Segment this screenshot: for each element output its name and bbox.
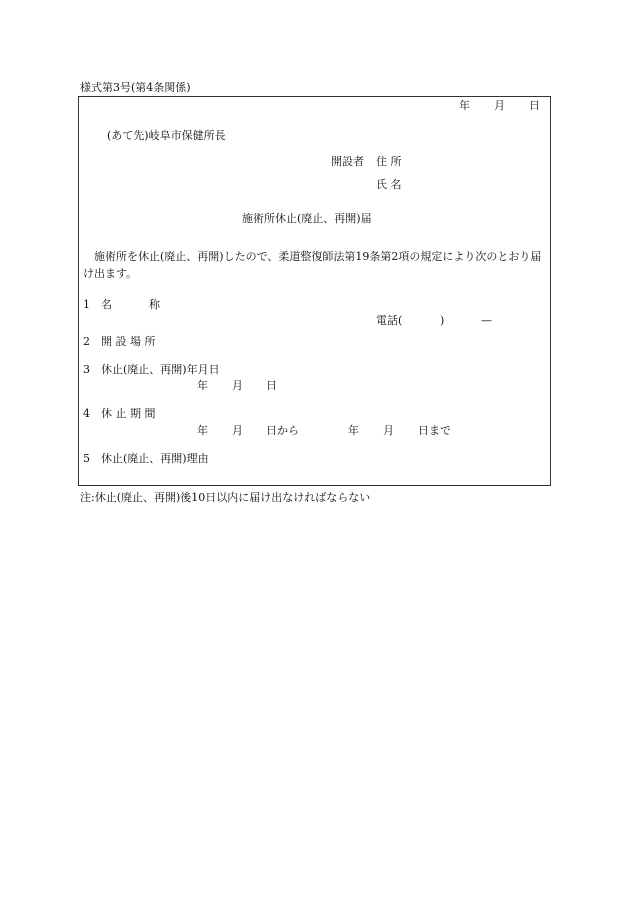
footnote: 注:休止(廃止、再開)後10日以内に届け出なければならない (80, 491, 371, 504)
item-1-label-a: 名 (101, 298, 112, 311)
item-3-day: 日 (266, 379, 277, 392)
item-4-year-from: 年 (197, 424, 208, 437)
item-3-month: 月 (232, 379, 243, 392)
item-4-month-from: 月 (232, 424, 243, 437)
item-2-label: 開 設 場 所 (101, 335, 156, 348)
item-3-label: 休止(廃止、再開)年月日 (101, 363, 220, 376)
item-5-number: 5 (83, 452, 90, 465)
date-day: 日 (529, 99, 540, 112)
form-label: 様式第3号(第4条関係) (80, 81, 191, 94)
item-3-year: 年 (197, 379, 208, 392)
founder-label: 開設者 (331, 155, 364, 168)
item-4-month-to: 月 (383, 424, 394, 437)
date-month: 月 (494, 99, 505, 112)
founder-address-label: 住 所 (376, 155, 402, 168)
item-4-day-from: 日から (266, 424, 299, 437)
date-year: 年 (459, 99, 470, 112)
item-4-label: 休 止 期 間 (101, 407, 156, 420)
phone-label: 電話( (376, 314, 403, 327)
item-4-day-to: 日まで (418, 424, 451, 437)
item-1-number: 1 (83, 298, 90, 311)
item-4-number: 4 (83, 407, 90, 420)
item-2-number: 2 (83, 335, 90, 348)
item-3-number: 3 (83, 363, 90, 376)
phone-dash: — (481, 314, 492, 327)
document-title: 施術所休止(廃止、再開)届 (242, 212, 372, 225)
item-1-label-b: 称 (149, 298, 160, 311)
item-4-year-to: 年 (348, 424, 359, 437)
addressee: (あて先)岐阜市保健所長 (107, 129, 226, 142)
body-text: 施術所を休止(廃止、再開)したので、柔道整復師法第19条第2項の規定により次のとおり届け出ます。 (83, 250, 542, 280)
phone-close: ) (440, 314, 445, 327)
founder-name-label: 氏 名 (376, 178, 402, 191)
item-5-label: 休止(廃止、再開)理由 (101, 452, 209, 465)
form-frame (78, 96, 551, 486)
